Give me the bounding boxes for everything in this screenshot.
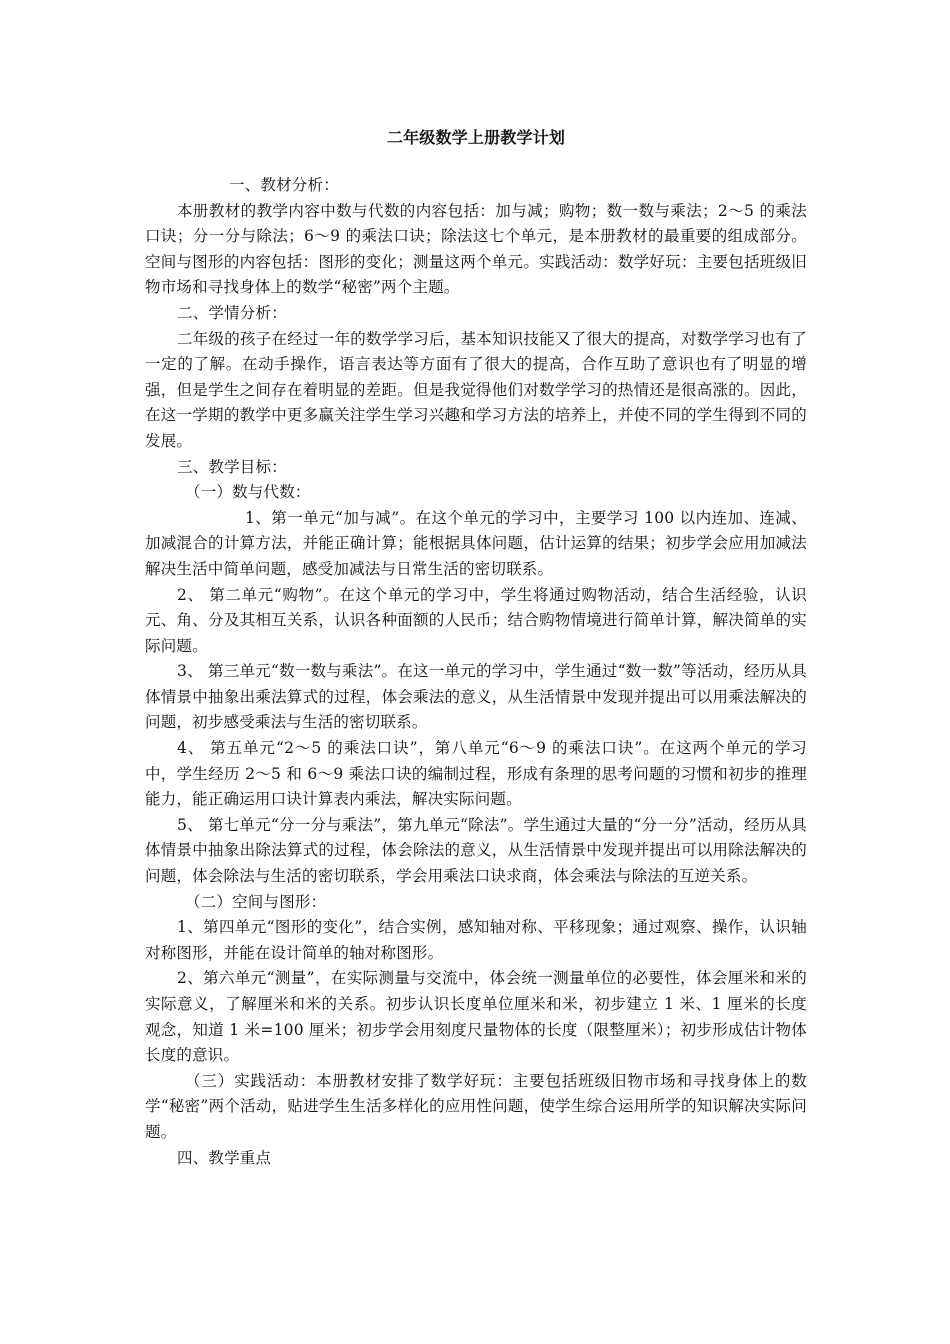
- goal-item-2: 2、 第二单元“购物”。在这个单元的学习中，学生将通过购物活动，结合生活经验，认识元、角、分及其相互关系，认识各种面额的人民币；结合购物情境进行简单计算，解决简单的实际问题。: [145, 585, 807, 655]
- document-page: [145, 125, 807, 1171]
- section-heading-teaching-focus: 四、教学重点: [177, 1148, 272, 1167]
- subsection-heading-space-shape: （二）空间与图形：: [185, 892, 327, 911]
- goal-item-4: 4、 第五单元“2～5 的乘法口诀”，第八单元“6～9 的乘法口诀”。在这两个单元的学习中，学生经历 2～5 和 6～9 乘法口诀的编制过程，形成有条理的思考问题的习惯和初步的推理能力，能正确运用口诀计算表内乘法，解决实际问题。: [145, 739, 807, 809]
- subsection-heading-numbers-algebra: （一）数与代数：: [185, 483, 311, 502]
- shape-item-2: 2、第六单元“测量”，在实际测量与交流中，体会统一测量单位的必要性，体会厘米和米的实际意义，了解厘米和米的关系。初步认识长度单位厘米和米，初步建立 1 米、1 厘米的长度观念，知道 1 米=100 厘米；初步学会用刻度尺量物体的长度（限整厘米）；初步形成估计物体长度的意识。: [145, 969, 807, 1065]
- document-title: 二年级数学上册教学计划: [386, 128, 566, 147]
- section-heading-textbook-analysis: 一、教材分析：: [229, 176, 339, 194]
- section-heading-teaching-goals: 三、教学目标：: [177, 457, 287, 476]
- goal-item-5: 5、 第七单元“分一分与乘法”，第九单元“除法”。学生通过大量的“分一分”活动，经历从具体情景中抽象出除法算式的过程，体会除法的意义，从生活情景中发现并提出可以用除法解决的问题，体会除法与生活的密切联系，学会用乘法口诀求商，体会乘法与除法的互逆关系。: [145, 815, 807, 886]
- paragraph-textbook-analysis: 本册教材的教学内容中数与代数的内容包括：加与减；购物；数一数与乘法；2～5 的乘法口诀；分一分与除法；6～9 的乘法口诀；除法这七个单元，是本册教材的最重要的组成部分。空间与图形的内容包括：图形的变化；测量这两个单元。实践活动：数学好玩：主要包括班级旧物市场和寻找身体上的数学“秘密”两个主题。: [145, 201, 807, 297]
- goal-item-3: 3、 第三单元“数一数与乘法”。在这一单元的学习中，学生通过“数一数”等活动，经历从具体情景中抽象出乘法算式的过程，体会乘法的意义，从生活情景中发现并提出可以用乘法解决的问题，初步感受乘法与生活的密切联系。: [145, 662, 807, 732]
- shape-item-1: 1、第四单元“图形的变化”，结合实例，感知轴对称、平移现象；通过观察、操作，认识轴对称图形，并能在设计简单的轴对称图形。: [145, 918, 807, 962]
- subsection-practice-activities: （三）实践活动：本册教材安排了数学好玩：主要包括班级旧物市场和寻找身体上的数学“秘密”两个活动，贴进学生生活多样化的应用性问题，使学生综合运用所学的知识解决实际问题。: [145, 1071, 807, 1141]
- goal-item-1: 1、第一单元“加与减”。在这个单元的学习中，主要学习 100 以内连加、连减、加减混合的计算方法，并能正确计算；能根据具体问题，估计运算的结果；初步学会应用加减法解决生活中简单问题，感受加减法与日常生活的密切联系。: [145, 508, 807, 578]
- section-heading-student-analysis: 二、学情分析：: [177, 303, 287, 322]
- paragraph-student-analysis: 二年级的孩子在经过一年的数学学习后，基本知识技能又了很大的提高，对数学学习也有了一定的了解。在动手操作，语言表达等方面有了很大的提高，合作互助了意识也有了明显的增强，但是学生之间存在着明显的差距。但是我觉得他们对数学学习的热情还是很高涨的。因此，在这一学期的教学中更多赢关注学生学习兴趣和学习方法的培养上，并使不同的学生得到不同的发展。: [145, 329, 807, 450]
